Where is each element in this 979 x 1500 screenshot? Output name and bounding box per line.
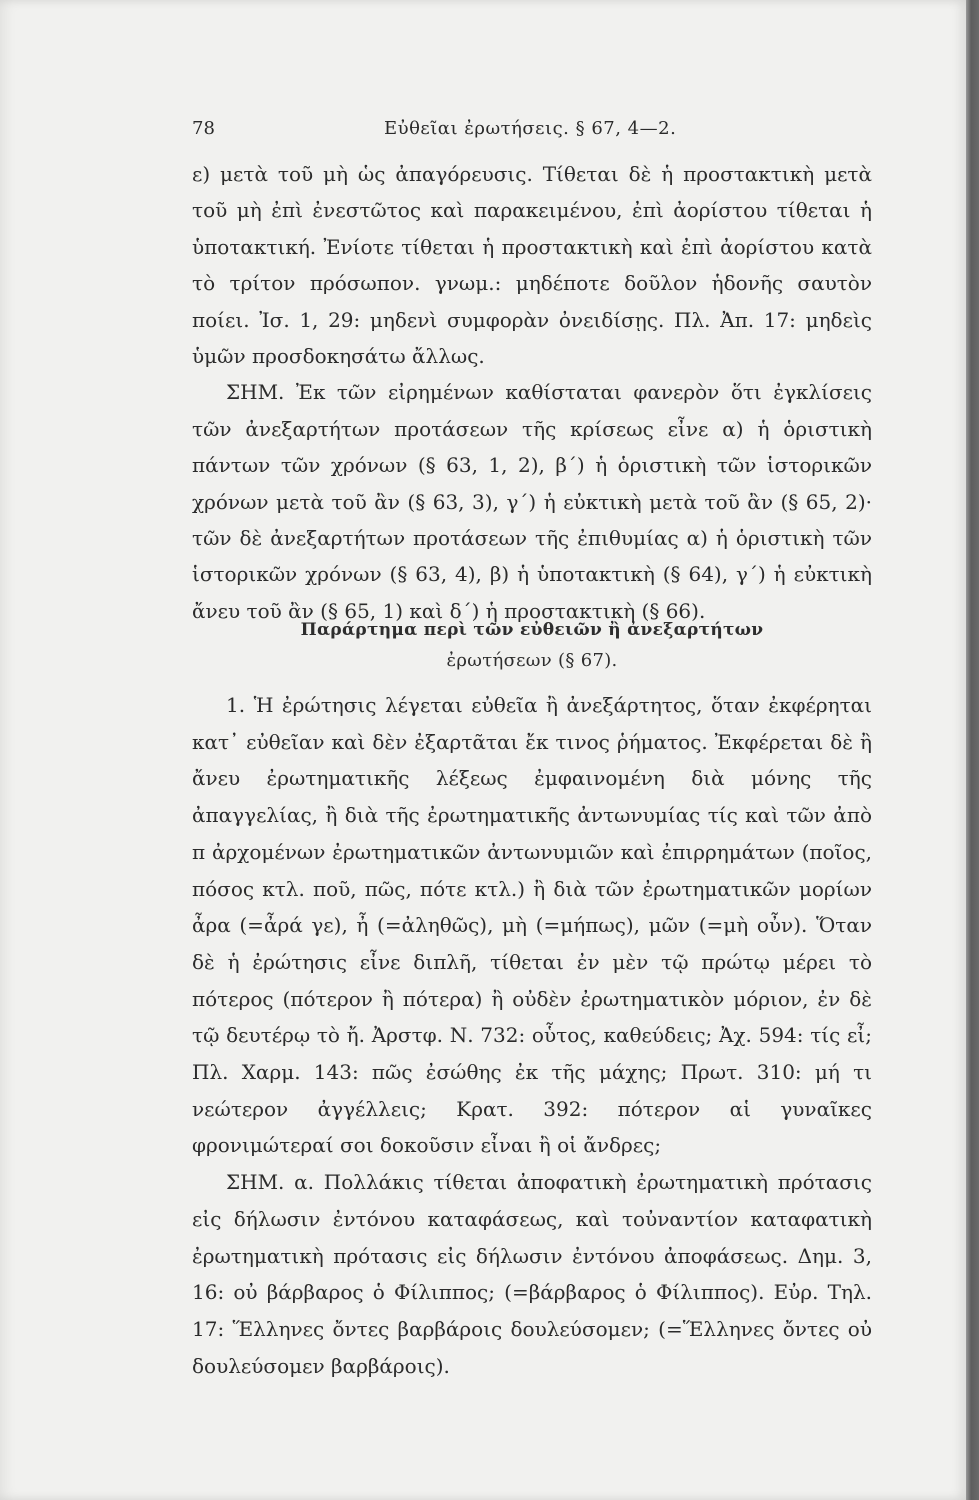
- page-edge: [966, 0, 979, 1500]
- running-header: [192, 118, 872, 144]
- appendix-text-block: [192, 687, 872, 1384]
- appendix-subtitle: ἐρωτήσεων (§ 67).: [446, 650, 618, 671]
- appendix-note-a: ΣΗΜ. α. Πολλάκις τίθεται ἀποφατικὴ ἐρωτηματικὴ πρότασις εἰς δήλωσιν ἐντόνου καταφάσεως, καὶ τοὐναντίον καταφατικὴ ἐρωτηματικὴ πρότασις εἰς δήλωσιν ἐντόνου ἀποφάσεως. Δημ. 3, 16: οὐ βάρβαρος ὁ Φίλιππος; (=βάρβαρος ὁ Φίλιππος). Εὐρ. Τηλ. 17: Ἕλληνες ὄντες βαρβάροις δουλεύσομεν; (=Ἕλληνες ὄντες οὐ δουλεύσομεν βαρβάροις).: [192, 1170, 872, 1378]
- note-paragraph: ΣΗΜ. Ἐκ τῶν εἰρημένων καθίσταται φανερὸν ὅτι ἐγκλίσεις τῶν ἀνεξαρτήτων προτάσεων τῆς κρίσεως εἶνε α) ἡ ὁριστικὴ πάντων τῶν χρόνων (§ 63, 1, 2), β´) ἡ ὁριστικὴ τῶν ἱστορικῶν χρόνων μετὰ τοῦ ἂν (§ 63, 3), γ´) ἡ εὐκτικὴ μετὰ τοῦ ἂν (§ 65, 2)· τῶν δὲ ἀνεξαρτήτων προτάσεων τῆς ἐπιθυμίας α) ἡ ὁριστικὴ τῶν ἱστορικῶν χρόνων (§ 63, 4), β) ἡ ὑποτακτικὴ (§ 64), γ´) ἡ εὐκτικὴ ἄνευ τοῦ ἂν (§ 65, 1) καὶ δ´) ἡ προστακτικὴ (§ 66).: [192, 380, 872, 623]
- running-title: Εὐθεῖαι ἐρωτήσεις. § 67, 4—2.: [384, 118, 677, 139]
- appendix-paragraph-1: 1. Ἡ ἐρώτησις λέγεται εὐθεῖα ἢ ἀνεξάρτητος, ὅταν ἐκφέρηται κατ᾽ εὐθεῖαν καὶ δὲν ἐξαρτᾶται ἔκ τινος ῥήματος. Ἐκφέρεται δὲ ἢ ἄνευ ἐρωτηματικῆς λέξεως ἐμφαινομένη διὰ μόνης τῆς ἀπαγγελίας, ἢ διὰ τῆς ἐρωτηματικῆς ἀντωνυμίας τίς καὶ τῶν ἀπὸ π ἀρχομένων ἐρωτηματικῶν ἀντωνυμιῶν καὶ ἐπιρρημάτων (ποῖος, πόσος κτλ. ποῦ, πῶς, πότε κτλ.) ἢ διὰ τῶν ἐρωτηματικῶν μορίων ἆρα (=ἆρά γε), ἦ (=ἀληθῶς), μὴ (=μήπως), μῶν (=μὴ οὖν). Ὅταν δὲ ἡ ἐρώτησις εἶνε διπλῆ, τίθεται ἐν μὲν τῷ πρώτῳ μέρει τὸ πότερος (πότερον ἢ πότερα) ἢ οὐδὲν ἐρωτηματικὸν μόριον, ἐν δὲ τῷ δευτέρῳ τὸ ἤ. Ἀρστφ. Ν. 732: οὗτος, καθεύδεις; Ἀχ. 594: τίς εἶ; Πλ. Χαρμ. 143: πῶς ἐσώθης ἐκ τῆς μάχης; Πρωτ. 310: μή τι νεώτερον ἀγγέλλεις; Κρατ. 392: πότερον αἱ γυναῖκες φρονιμώτεραί σοι δοκοῦσιν εἶναι ἢ οἱ ἄνδρες;: [192, 693, 872, 1158]
- page-number: 78: [192, 118, 215, 139]
- appendix-title: Παράρτημα περὶ τῶν εὐθειῶν ἢ ἀνεξαρτήτων: [300, 620, 764, 640]
- paragraph-e: ε) μετὰ τοῦ μὴ ὡς ἀπαγόρευσις. Τίθεται δὲ ἡ προστακτικὴ μετὰ τοῦ μὴ ἐπὶ ἐνεστῶτος καὶ παρακειμένου, ἐπὶ ἀορίστου τίθεται ἡ ὑποτακτική. Ἐνίοτε τίθεται ἡ προστακτικὴ καὶ ἐπὶ ἀορίστου κατὰ τὸ τρίτον πρόσωπον. γνωμ.: μηδέποτε δοῦλον ἡδονῆς σαυτὸν ποίει. Ἰσ. 1, 29: μηδενὶ συμφορὰν ὀνειδίσῃς. Πλ. Ἀπ. 17: μηδεὶς ὑμῶν προσδοκησάτω ἄλλως.: [192, 162, 872, 369]
- main-text-block: [192, 156, 872, 629]
